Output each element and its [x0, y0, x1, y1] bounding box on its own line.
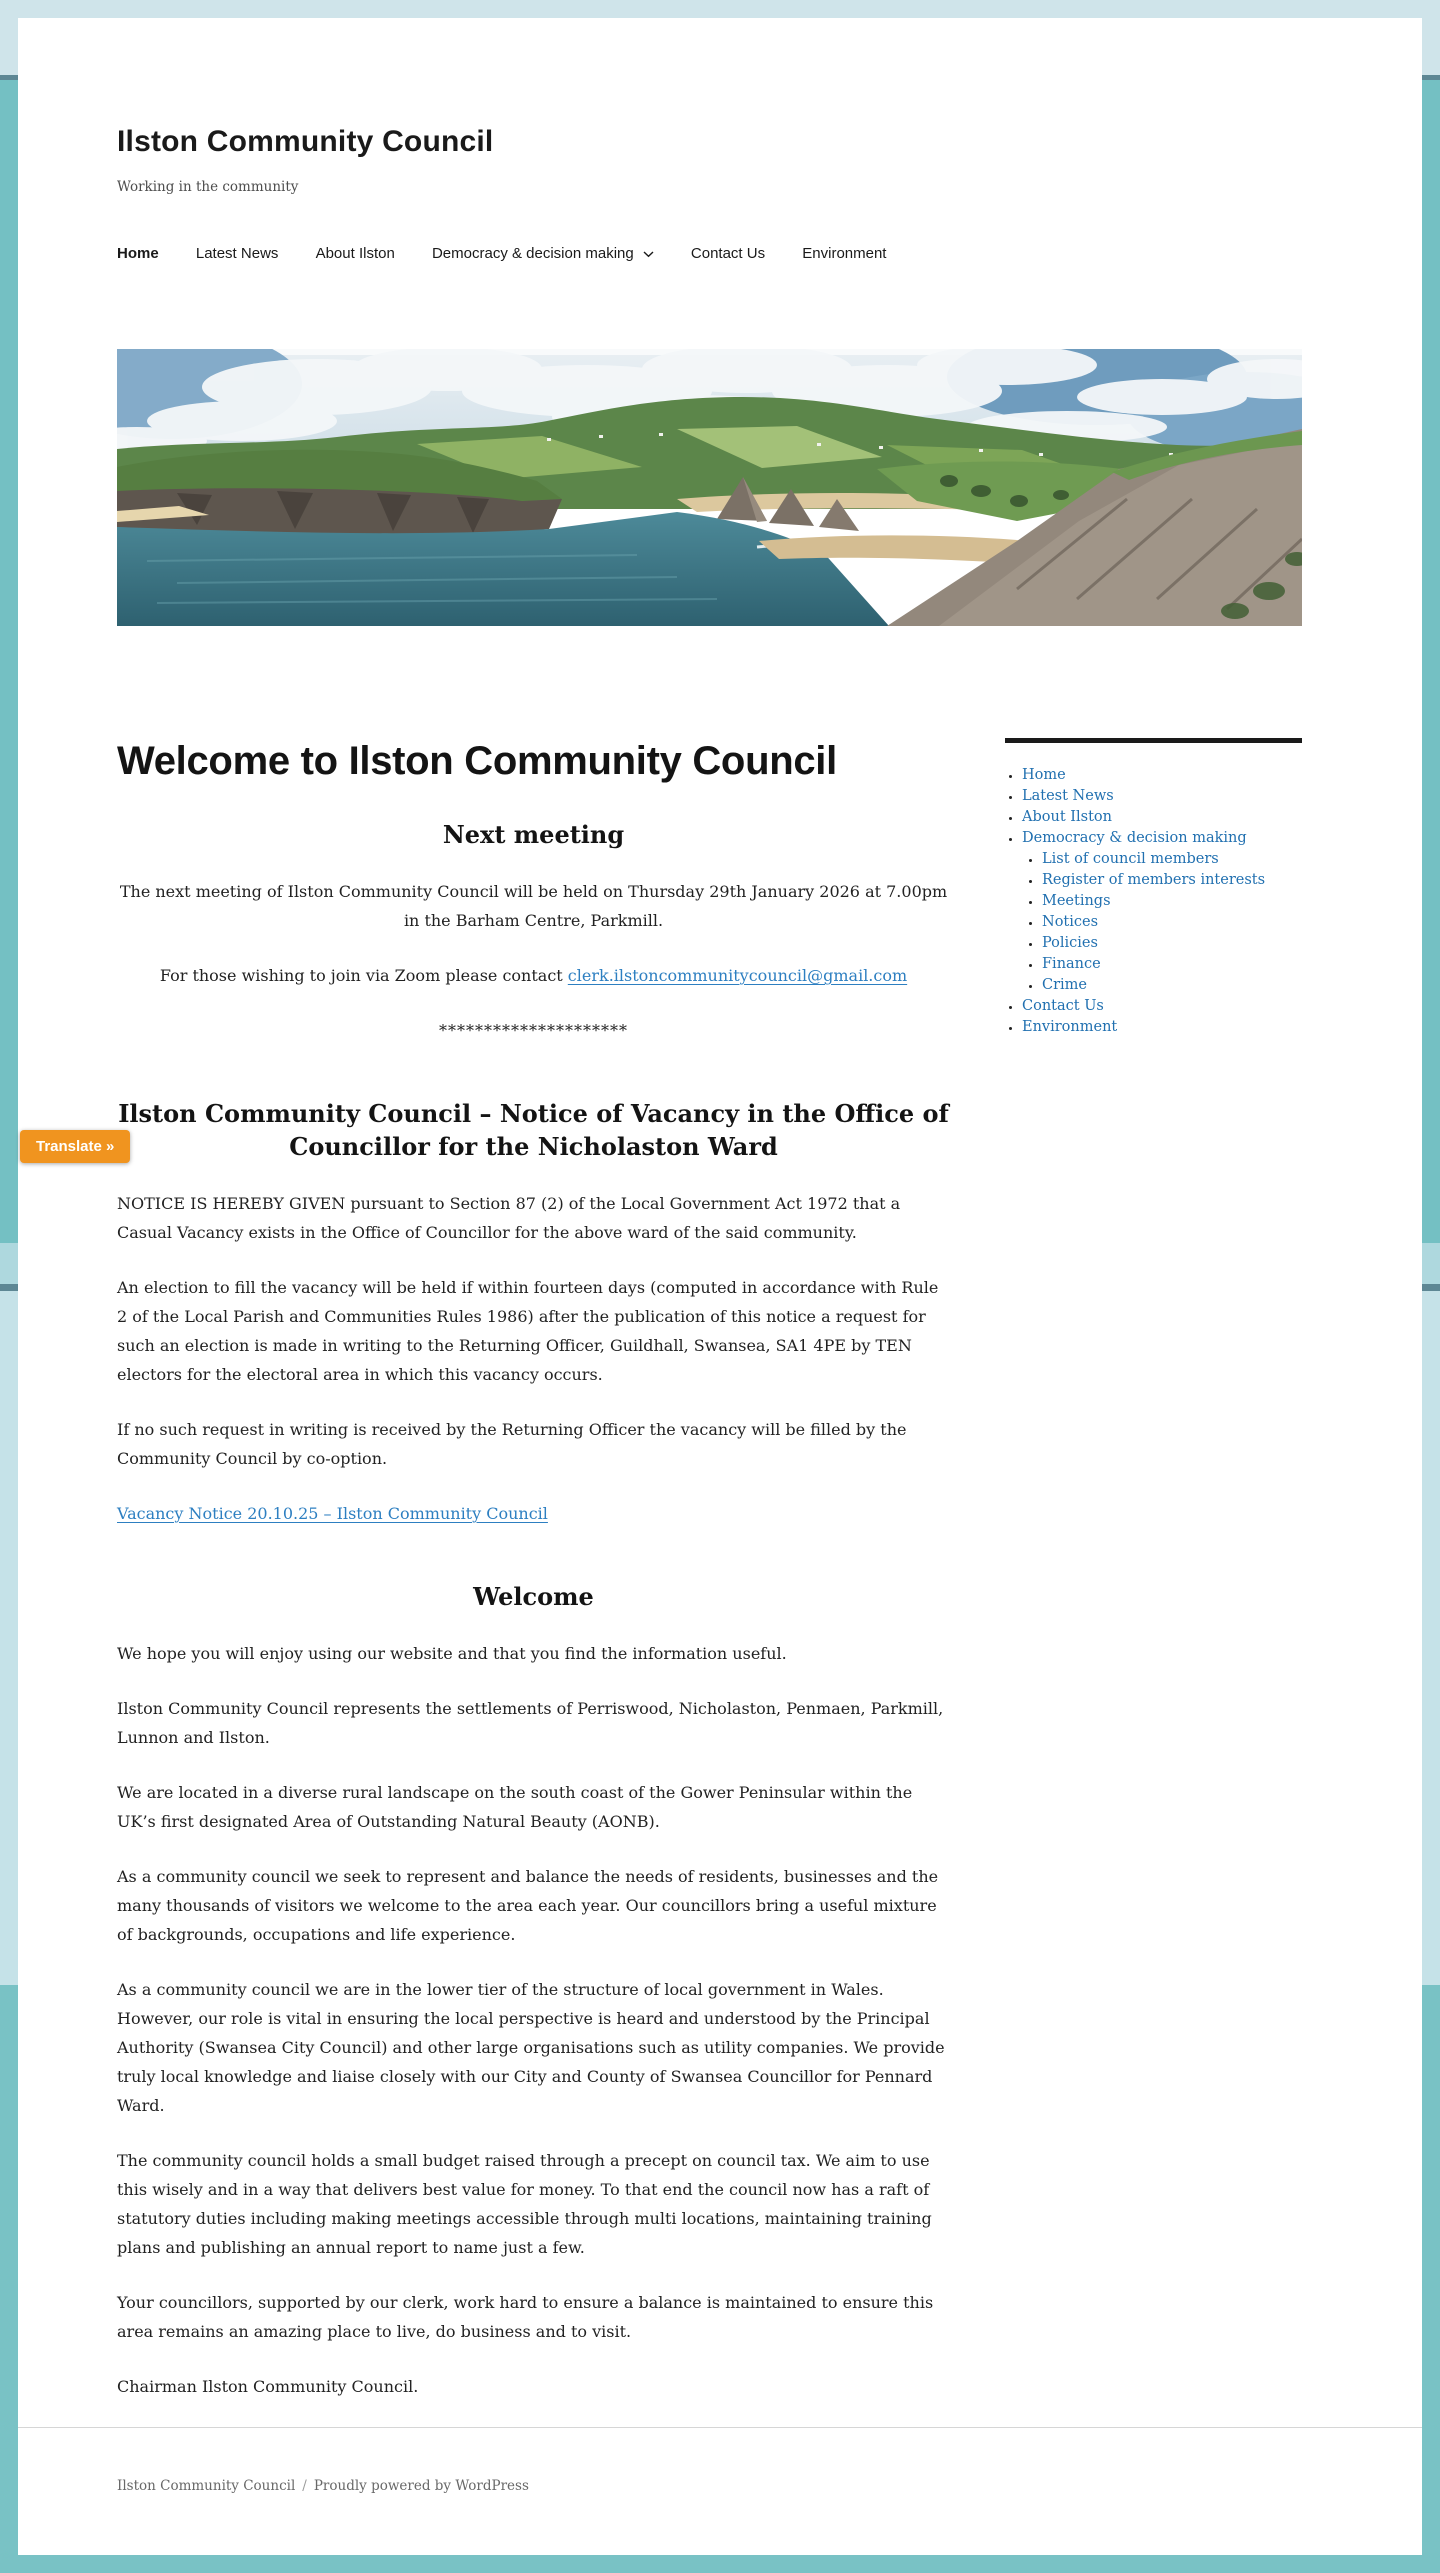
welcome-paragraph: We hope you will enjoy using our website and that you find the information useful. — [117, 1644, 787, 1663]
sidebar-link-democracy[interactable]: Democracy & decision making — [1022, 830, 1247, 846]
sidebar-link-about-ilston[interactable]: About Ilston — [1022, 809, 1112, 825]
welcome-paragraph: As a community council we are in the lower tier of the structure of local government in Wales. However, our role is vital in ensuring the local perspective is heard and understood by the Principal Authority (Swansea City Council) and other large organisations such as utility companies. We provide truly local knowledge and liaise closely with our City and County of Swansea Councillor for Pennard Ward. — [117, 1980, 945, 2115]
nav-item-latest-news[interactable]: Latest News — [195, 245, 279, 262]
vacancy-paragraph-3: If no such request in writing is received by the Returning Officer the vacancy will be filled by the Community Council by co-option. — [117, 1420, 907, 1468]
sidebar-item-latest-news — [1022, 786, 1302, 807]
nav-item-environment[interactable]: Environment — [802, 245, 887, 262]
sidebar-subitem — [1042, 933, 1302, 954]
sidebar-link-notices[interactable]: Notices — [1042, 914, 1099, 930]
sidebar-link-register-of-members-interests[interactable]: Register of members interests — [1042, 872, 1266, 888]
sidebar-subitem — [1042, 954, 1302, 975]
sidebar-link-latest-news[interactable]: Latest News — [1022, 788, 1114, 804]
separator-asterisks: ********************* — [439, 1021, 628, 1040]
sidebar-subitem — [1042, 891, 1302, 912]
sidebar-item-home — [1022, 765, 1302, 786]
nav-item-democracy[interactable] — [432, 243, 654, 265]
footer-site-link[interactable]: Ilston Community Council — [117, 2478, 296, 2494]
site-panel — [18, 18, 1422, 2555]
sidebar-subitem — [1042, 849, 1302, 870]
sidebar-top-rule — [1005, 738, 1302, 743]
sidebar-item-contact-us — [1022, 996, 1302, 1017]
welcome-paragraph: As a community council we seek to represent and balance the needs of residents, businesses and the many thousands of visitors we welcome to the area each year. Our councillors bring a useful mixture of backgrounds, occupations and life experience. — [117, 1867, 939, 1944]
site-tagline: Working in the community — [117, 179, 299, 195]
sidebar-link-crime[interactable]: Crime — [1042, 977, 1087, 993]
sidebar-subitem — [1042, 870, 1302, 891]
nav-item-about-ilston[interactable]: About Ilston — [315, 245, 395, 262]
sidebar-menu — [1005, 765, 1302, 1038]
sidebar-link-home[interactable]: Home — [1022, 767, 1066, 783]
content-area — [117, 738, 1302, 2427]
sidebar-submenu-democracy — [1022, 849, 1302, 996]
sidebar-link-contact-us[interactable]: Contact Us — [1022, 998, 1104, 1014]
page-title: Welcome to Ilston Community Council — [117, 739, 837, 783]
sidebar-link-environment[interactable]: Environment — [1022, 1019, 1118, 1035]
zoom-contact-prefix: For those wishing to join via Zoom please contact — [159, 966, 568, 985]
sidebar-link-finance[interactable]: Finance — [1042, 956, 1101, 972]
header-image — [117, 349, 1302, 626]
sidebar-link-policies[interactable]: Policies — [1042, 935, 1098, 951]
welcome-paragraph-chairman: Chairman Ilston Community Council. — [117, 2377, 419, 2396]
welcome-paragraph: Ilston Community Council represents the settlements of Perriswood, Nicholaston, Penmaen, Parkmill, Lunnon and Ilston. — [117, 1699, 944, 1747]
next-meeting-text: The next meeting of Ilston Community Council will be held on Thursday 29th January 2026 at 7.00pm in the Barham Centre, Parkmill. — [119, 882, 948, 930]
sidebar-link-meetings[interactable]: Meetings — [1042, 893, 1111, 909]
welcome-paragraph: We are located in a diverse rural landscape on the south coast of the Gower Peninsular within the UK’s first designated Area of Outstanding Natural Beauty (AONB). — [117, 1783, 913, 1831]
sidebar-subitem — [1042, 912, 1302, 933]
welcome-heading: Welcome — [473, 1582, 594, 1611]
next-meeting-heading: Next meeting — [442, 820, 625, 849]
footer-wordpress-link[interactable]: Proudly powered by WordPress — [313, 2478, 529, 2494]
sidebar — [1005, 738, 1302, 2427]
translate-button[interactable]: Translate » — [20, 1130, 130, 1163]
sidebar-link-list-of-council-members[interactable]: List of council members — [1042, 851, 1219, 867]
zoom-contact-text — [117, 961, 950, 990]
site-title[interactable]: Ilston Community Council — [117, 125, 494, 158]
nav-item-contact-us[interactable]: Contact Us — [690, 245, 766, 262]
vacancy-paragraph-1: NOTICE IS HEREBY GIVEN pursuant to Section 87 (2) of the Local Government Act 1972 that a Casual Vacancy exists in the Office of Councillor for the above ward of the said community. — [117, 1194, 901, 1242]
masthead — [117, 18, 1302, 626]
sidebar-item-democracy — [1022, 828, 1302, 996]
vacancy-link-wrap — [117, 1499, 950, 1528]
vacancy-paragraph-2: An election to fill the vacancy will be held if within fourteen days (computed in accordance with Rule 2 of the Local Parish and Communities Rules 1986) after the publication of this notice a request for such an election is made in writing to the Returning Officer, Guildhall, Swansea, SA1 4PE by TEN electors for the electoral area in which this vacancy occurs. — [117, 1278, 939, 1384]
clerk-email-link[interactable]: clerk.ilstoncommunitycouncil@gmail.com — [567, 966, 908, 985]
site-footer — [18, 2427, 1422, 2564]
sidebar-item-environment — [1022, 1017, 1302, 1038]
nav-item-home[interactable]: Home — [117, 245, 159, 262]
nav-item-democracy-label: Democracy & decision making — [431, 245, 634, 262]
welcome-paragraph: Your councillors, supported by our clerk, work hard to ensure a balance is maintained to ensure this area remains an amazing place to live, do business and to visit. — [117, 2293, 934, 2341]
main-nav — [117, 243, 1302, 265]
sidebar-item-about-ilston — [1022, 807, 1302, 828]
footer-separator: / — [302, 2478, 307, 2494]
vacancy-notice-heading: Ilston Community Council – Notice of Vacancy in the Office of Councillor for the Nicholaston Ward — [118, 1099, 949, 1161]
main-column — [117, 738, 950, 2427]
sidebar-subitem — [1042, 975, 1302, 996]
welcome-paragraph: The community council holds a small budget raised through a precept on council tax. We aim to use this wisely and in a way that delivers best value for money. To that end the council now has a raft of statutory duties including making meetings accessible through multi locations, maintaining training plans and publishing an annual report to name just a few. — [117, 2151, 932, 2257]
vacancy-notice-link[interactable]: Vacancy Notice 20.10.25 – Ilston Community Council — [117, 1504, 548, 1523]
chevron-down-icon[interactable] — [643, 243, 654, 265]
